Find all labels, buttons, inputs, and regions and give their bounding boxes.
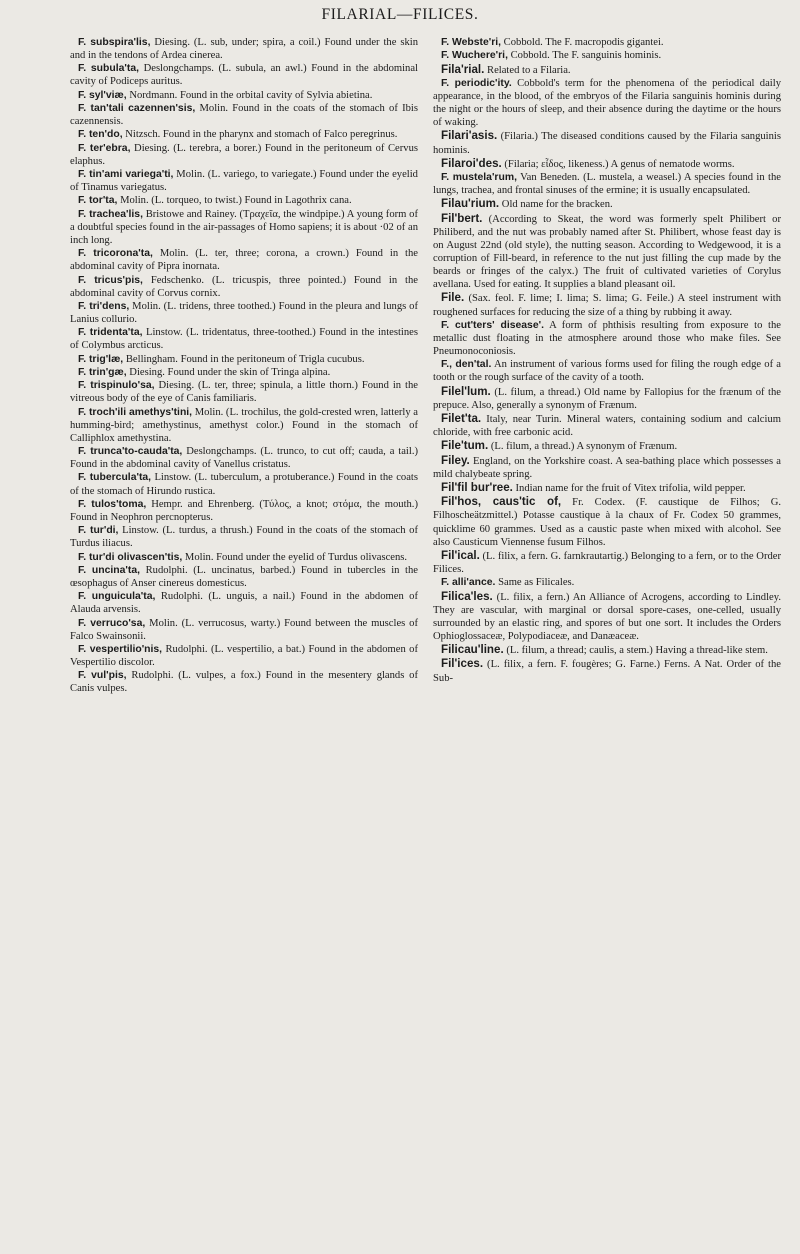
entry-definition: Hempr. and Ehrenberg. (Τύλος, a knot; στόμα, the mouth.) Found in Neophron percnopterus. (70, 498, 418, 523)
dictionary-entry (70, 406, 418, 445)
dictionary-entry (70, 379, 418, 405)
entry-definition: Deslongchamps. (L. trunco, to cut off; cauda, a tail.) Found in the abdominal cavity of Vanellus cristatus. (70, 446, 418, 471)
entry-definition: Bellingham. Found in the peritoneum of Trigla cucubus. (123, 353, 365, 365)
dictionary-entry (70, 669, 418, 695)
entry-headword: F. tan'tali cazennen'sis, (78, 103, 196, 115)
entry-definition: Same as Filicales. (495, 577, 575, 589)
dictionary-entry (433, 319, 781, 358)
entry-headword: File. (441, 291, 465, 305)
entry-headword: F. vul'pis, (78, 670, 127, 682)
dictionary-entry (433, 291, 781, 318)
entry-headword: F. tricus'pis, (78, 274, 143, 286)
entry-headword: Filaroi'des. (441, 156, 502, 170)
entry-headword: F. trispinulo'sa, (78, 380, 155, 392)
left-column (70, 36, 418, 696)
entry-headword: F. verruco'sa, (78, 617, 146, 629)
dictionary-entry (433, 495, 781, 548)
entry-headword: F. ter'ebra, (78, 142, 131, 154)
dictionary-entry (70, 590, 418, 616)
entry-headword: F. tricorona'ta, (78, 248, 153, 260)
entry-headword: F. troch'ili amethys'tini, (78, 406, 193, 418)
dictionary-entry (70, 89, 418, 102)
entry-headword: F. tur'di olivascen'tis, (78, 551, 183, 563)
dictionary-entry (70, 194, 418, 207)
dictionary-entry (70, 445, 418, 471)
entry-headword: Fila'rial. (441, 62, 485, 76)
entry-definition: Molin. (L. torqueo, to twist.) Found in Lagothrix cana. (117, 195, 352, 207)
dictionary-entry (70, 564, 418, 590)
entry-headword: F. Webste'ri, (441, 37, 502, 48)
entry-definition: (L. filum, a thread; caulis, a stem.) Having a thread-like stem. (503, 645, 768, 657)
dictionary-entry (433, 63, 781, 77)
dictionary-entry (433, 657, 781, 684)
entry-headword: F. tubercula'ta, (78, 472, 152, 484)
running-head: FILARIAL—FILICES. (321, 6, 479, 23)
entry-headword: Filari'asis. (441, 129, 498, 143)
entry-definition: Molin. (L. verrucosus, warty.) Found between the muscles of Falco Swainsonii. (70, 617, 418, 642)
entry-definition: Rudolphi. (L. uncinatus, barbed.) Found in tubercles in the œsophagus of Anser cinereus domesticus. (70, 564, 418, 589)
entry-definition: Rudolphi. (L. unguis, a nail.) Found in the abdomen of Alauda arvensis. (70, 591, 418, 616)
entry-headword: F. trin'gæ, (78, 366, 127, 378)
dictionary-entry (70, 326, 418, 352)
entry-headword: F. trachea'lis, (78, 208, 143, 220)
dictionary-entry (433, 36, 781, 49)
dictionary-entry (70, 62, 418, 88)
entry-headword: F. uncina'ta, (78, 564, 140, 576)
entry-definition: Molin. (L. trochilus, the gold-crested wren, latterly a humming-bird; amethystinus, amethyst color.) Found in the stomach of Calliphlox amethystina. (70, 406, 419, 444)
dictionary-entry (433, 590, 781, 643)
dictionary-entry (433, 439, 781, 453)
entry-definition: Related to a Filaria. (484, 64, 571, 76)
dictionary-entry (433, 129, 781, 156)
entry-definition: A form of phthisis resulting from exposure to the metallic dust floating in the atmosphere around those who make files. See Pneumonoconiosis. (433, 319, 781, 358)
entry-headword: F. unguicula'ta, (78, 591, 156, 603)
entry-definition: Diesing. Found under the skin of Tringa alpina. (126, 366, 331, 378)
dictionary-entry (70, 300, 418, 326)
dictionary-entry (70, 617, 418, 643)
entry-definition: Molin. Found in the coats of the stomach of Ibis cazennensis. (70, 103, 418, 128)
entry-definition: Cobbold. The F. sanguinis hominis. (507, 50, 662, 62)
dictionary-entry (70, 247, 418, 273)
entry-headword: Filet'ta. (441, 412, 482, 426)
entry-definition: Italy, near Turin. Mineral waters, containing sodium and calcium chloride, with free carbonic acid. (433, 414, 781, 439)
dictionary-entry (70, 36, 418, 62)
dictionary-entry (70, 366, 418, 379)
entry-definition: Indian name for the fruit of Vitex trifolia, wild pepper. (512, 483, 746, 495)
dictionary-entry (433, 576, 781, 589)
dictionary-entry (433, 212, 781, 292)
entry-headword: F. subspira'lis, (78, 37, 151, 48)
entry-definition: (Filaria; εἶδος, likeness.) A genus of nematode worms. (501, 158, 735, 170)
dictionary-entry (70, 128, 418, 141)
entry-headword: Filau'rium. (441, 197, 500, 211)
entry-definition: (Sax. feol. F. lime; I. lima; S. lima; G. Feile.) A steel instrument with roughened surfaces for reducing the size of a thing by rubbing it away. (433, 293, 781, 318)
entry-definition: Linstow. (L. turdus, a thrush.) Found in the coats of the stomach of Turdus iliacus. (70, 525, 418, 550)
entry-headword: Fil'fil bur'ree. (441, 481, 513, 495)
dictionary-entry (70, 142, 418, 168)
entry-definition: (L. filum, a thread.) Old name by Fallopius for the frænum of the prepuce. Also, generally a synonym of Frænum. (433, 386, 781, 411)
entry-definition: Molin. Found under the eyelid of Turdus olivascens. (182, 551, 408, 563)
dictionary-entry (433, 49, 781, 62)
dictionary-entry (433, 549, 781, 576)
dictionary-entry (433, 171, 781, 197)
entry-definition: Rudolphi. (L. vespertilio, a bat.) Found in the abdomen of Vespertilio discolor. (70, 644, 418, 669)
entry-definition: Nordmann. Found in the orbital cavity of Sylvia abietina. (126, 89, 373, 101)
dictionary-entry (70, 208, 418, 247)
dictionary-entry (433, 197, 781, 211)
entry-definition: Old name for the bracken. (499, 199, 613, 211)
entry-definition: Molin. (L. ter, three; corona, a crown.) Found in the abdominal cavity of Pipra inornata. (70, 248, 418, 273)
dictionary-entry (433, 358, 781, 384)
entry-headword: F. tulos'toma, (78, 498, 147, 510)
entry-definition: (L. filix, a fern. G. farnkrautartig.) Belonging to a fern, or to the Order Filices. (433, 550, 781, 576)
entry-definition: (L. filum, a thread.) A synonym of Frænum. (488, 441, 678, 453)
dictionary-entry (70, 471, 418, 497)
dictionary-entry (70, 551, 418, 564)
entry-headword: F. Wuchere'ri, (441, 50, 508, 62)
entry-headword: F. trunca'to-cauda'ta, (78, 446, 183, 458)
entry-definition: Diesing. (L. sub, under; spira, a coil.) Found under the skin and in the tendons of Ardea cinerea. (70, 37, 418, 62)
entry-headword: F. cut'ters' disease'. (441, 319, 544, 331)
entry-definition: Bristowe and Rainey. (Τραχεῖα, the windpipe.) A young form of a doubtful species found in the air-passages of Homo sapiens; it is about ·02 of an inch long. (70, 208, 418, 246)
dictionary-entry (70, 524, 418, 550)
entry-headword: F. tur'di, (78, 525, 119, 537)
entry-headword: F. vespertilio'nis, (78, 644, 163, 655)
entry-definition: Molin. (L. tridens, three toothed.) Found in the pleura and lungs of Lanius collurio. (70, 300, 419, 326)
dictionary-entry (433, 77, 781, 129)
entry-headword: Fil'ical. (441, 548, 480, 562)
entry-headword: F. alli'ance. (441, 577, 496, 589)
right-column (433, 36, 781, 685)
entry-headword: F., den'tal. (441, 359, 492, 371)
dictionary-entry (433, 385, 781, 412)
entry-definition: (L. filix, a fern.) An Alliance of Acrogens, according to Lindley. They are vascular, with marginal or dorsal spore-cases, one-celled, usually surrounded by an elastic ring, and spores of but one sort. It includes the Orders Ophioglossaceæ, Polypodiaceæ, and Danæaceæ. (433, 591, 781, 642)
entry-headword: Fil'hos, caus'tic of, (441, 495, 562, 509)
dictionary-entry (70, 274, 418, 300)
entry-definition: Diesing. (L. ter, three; spinula, a little thorn.) Found in the vitreous body of the eye of Canis familiaris. (70, 380, 418, 405)
dictionary-entry (433, 481, 781, 495)
entry-headword: F. tor'ta, (78, 195, 118, 207)
entry-headword: Fil'bert. (441, 211, 483, 225)
entry-definition: Molin. (L. variego, to variegate.) Found under the eyelid of Tinamus variegatus. (70, 169, 418, 194)
entry-definition: Rudolphi. (L. vulpes, a fox.) Found in the mesentery glands of Canis vulpes. (70, 670, 419, 695)
entry-headword: Fil'ices. (441, 657, 484, 671)
dictionary-entry (70, 168, 418, 194)
entry-definition: (L. filix, a fern. F. fougères; G. Farne.) Ferns. A Nat. Order of the Sub- (433, 659, 781, 684)
entry-definition: Linstow. (L. tuberculum, a protuberance.) Found in the coats of the stomach of Hirundo rustica. (70, 472, 418, 497)
entry-definition: England, on the Yorkshire coast. A sea-bathing place which possesses a mild chalybeate spring. (433, 455, 781, 480)
entry-headword: F. syl'viæ, (78, 89, 127, 101)
dictionary-entry (433, 454, 781, 481)
dictionary-entry (70, 353, 418, 366)
entry-headword: F. tri'dens, (78, 300, 130, 312)
entry-definition: Van Beneden. (L. mustela, a weasel.) A species found in the lungs, trachea, and frontal sinuses of the ermine; it is usually encapsulated. (433, 172, 781, 197)
dictionary-entry (433, 643, 781, 657)
dictionary-entry (70, 102, 418, 128)
entry-headword: File'tum. (441, 439, 489, 453)
entry-headword: Filey. (441, 453, 470, 467)
entry-definition: Fedschenko. (L. tricuspis, three pointed.) Found in the abdominal cavity of Corvus cornix. (70, 274, 418, 299)
entry-headword: F. ten'do, (78, 129, 123, 141)
dictionary-entry (70, 643, 418, 669)
entry-headword: Filicau'line. (441, 643, 504, 657)
entry-definition: (Filaria.) The diseased conditions caused by the Filaria sanguinis hominis. (433, 131, 781, 156)
entry-definition: Diesing. (L. terebra, a borer.) Found in the peritoneum of Cervus elaphus. (70, 142, 418, 167)
entry-headword: F. tin'ami variega'ti, (78, 169, 174, 181)
entry-headword: Filica'les. (441, 589, 493, 603)
entry-definition: Cobbold. The F. macropodis gigantei. (501, 37, 664, 48)
entry-headword: F. mustela'rum, (441, 172, 517, 184)
dictionary-entry (70, 498, 418, 524)
entry-definition: Fr. Codex. (F. caustique de Filhos; G. Filhoscheätzmittel.) Potasse caustique à la chaux of Fr. Codex 50 grammes, quicklime 60 grammes. Used as a caustic paste when mixed with alcohol. See also Causticum Viennense fusum Filhos. (433, 497, 782, 548)
entry-headword: F. tridenta'ta, (78, 327, 143, 339)
entry-definition: Linstow. (L. tridentatus, three-toothed.) Found in the intestines of Colymbus arcticus. (70, 327, 418, 352)
entry-headword: Filel'lum. (441, 384, 491, 398)
entry-definition: Nitzsch. Found in the pharynx and stomach of Falco peregrinus. (122, 129, 398, 141)
dictionary-entry (433, 412, 781, 439)
entry-headword: F. subula'ta, (78, 63, 139, 75)
entry-headword: F. trig'læ, (78, 353, 124, 365)
entry-headword: F. periodic'ity. (441, 77, 512, 89)
entry-definition: Deslongchamps. (L. subula, an awl.) Found in the abdominal cavity of Podiceps auritus. (70, 63, 418, 88)
entry-definition: (According to Skeat, the word was formerly spelt Philibert or Philiberd, and the nut was probably named after St. Philibert, whose feast day is on August 22nd (old style), the nutting season. According to Wedgewood, it is a corruption of Fill-beard, in reference to the nut just filling the cup made by the beards or fringes of the calyx.) The fruit of cultivated varieties of Corylus avellana. Used for eating. It supplies a bland pleasant oil. (433, 213, 781, 291)
entry-definition: An instrument of various forms used for filing the rough edge of a tooth or the rough surface of the cavity of a tooth. (433, 359, 781, 384)
dictionary-entry (433, 157, 781, 171)
entry-definition: Cobbold's term for the phenomena of the periodical daily appearance, in the blood, of the embryos of the Filaria sanguinis hominis during the night or the hours of sleep, and their absence during the daytime or the hours of waking. (433, 77, 781, 129)
